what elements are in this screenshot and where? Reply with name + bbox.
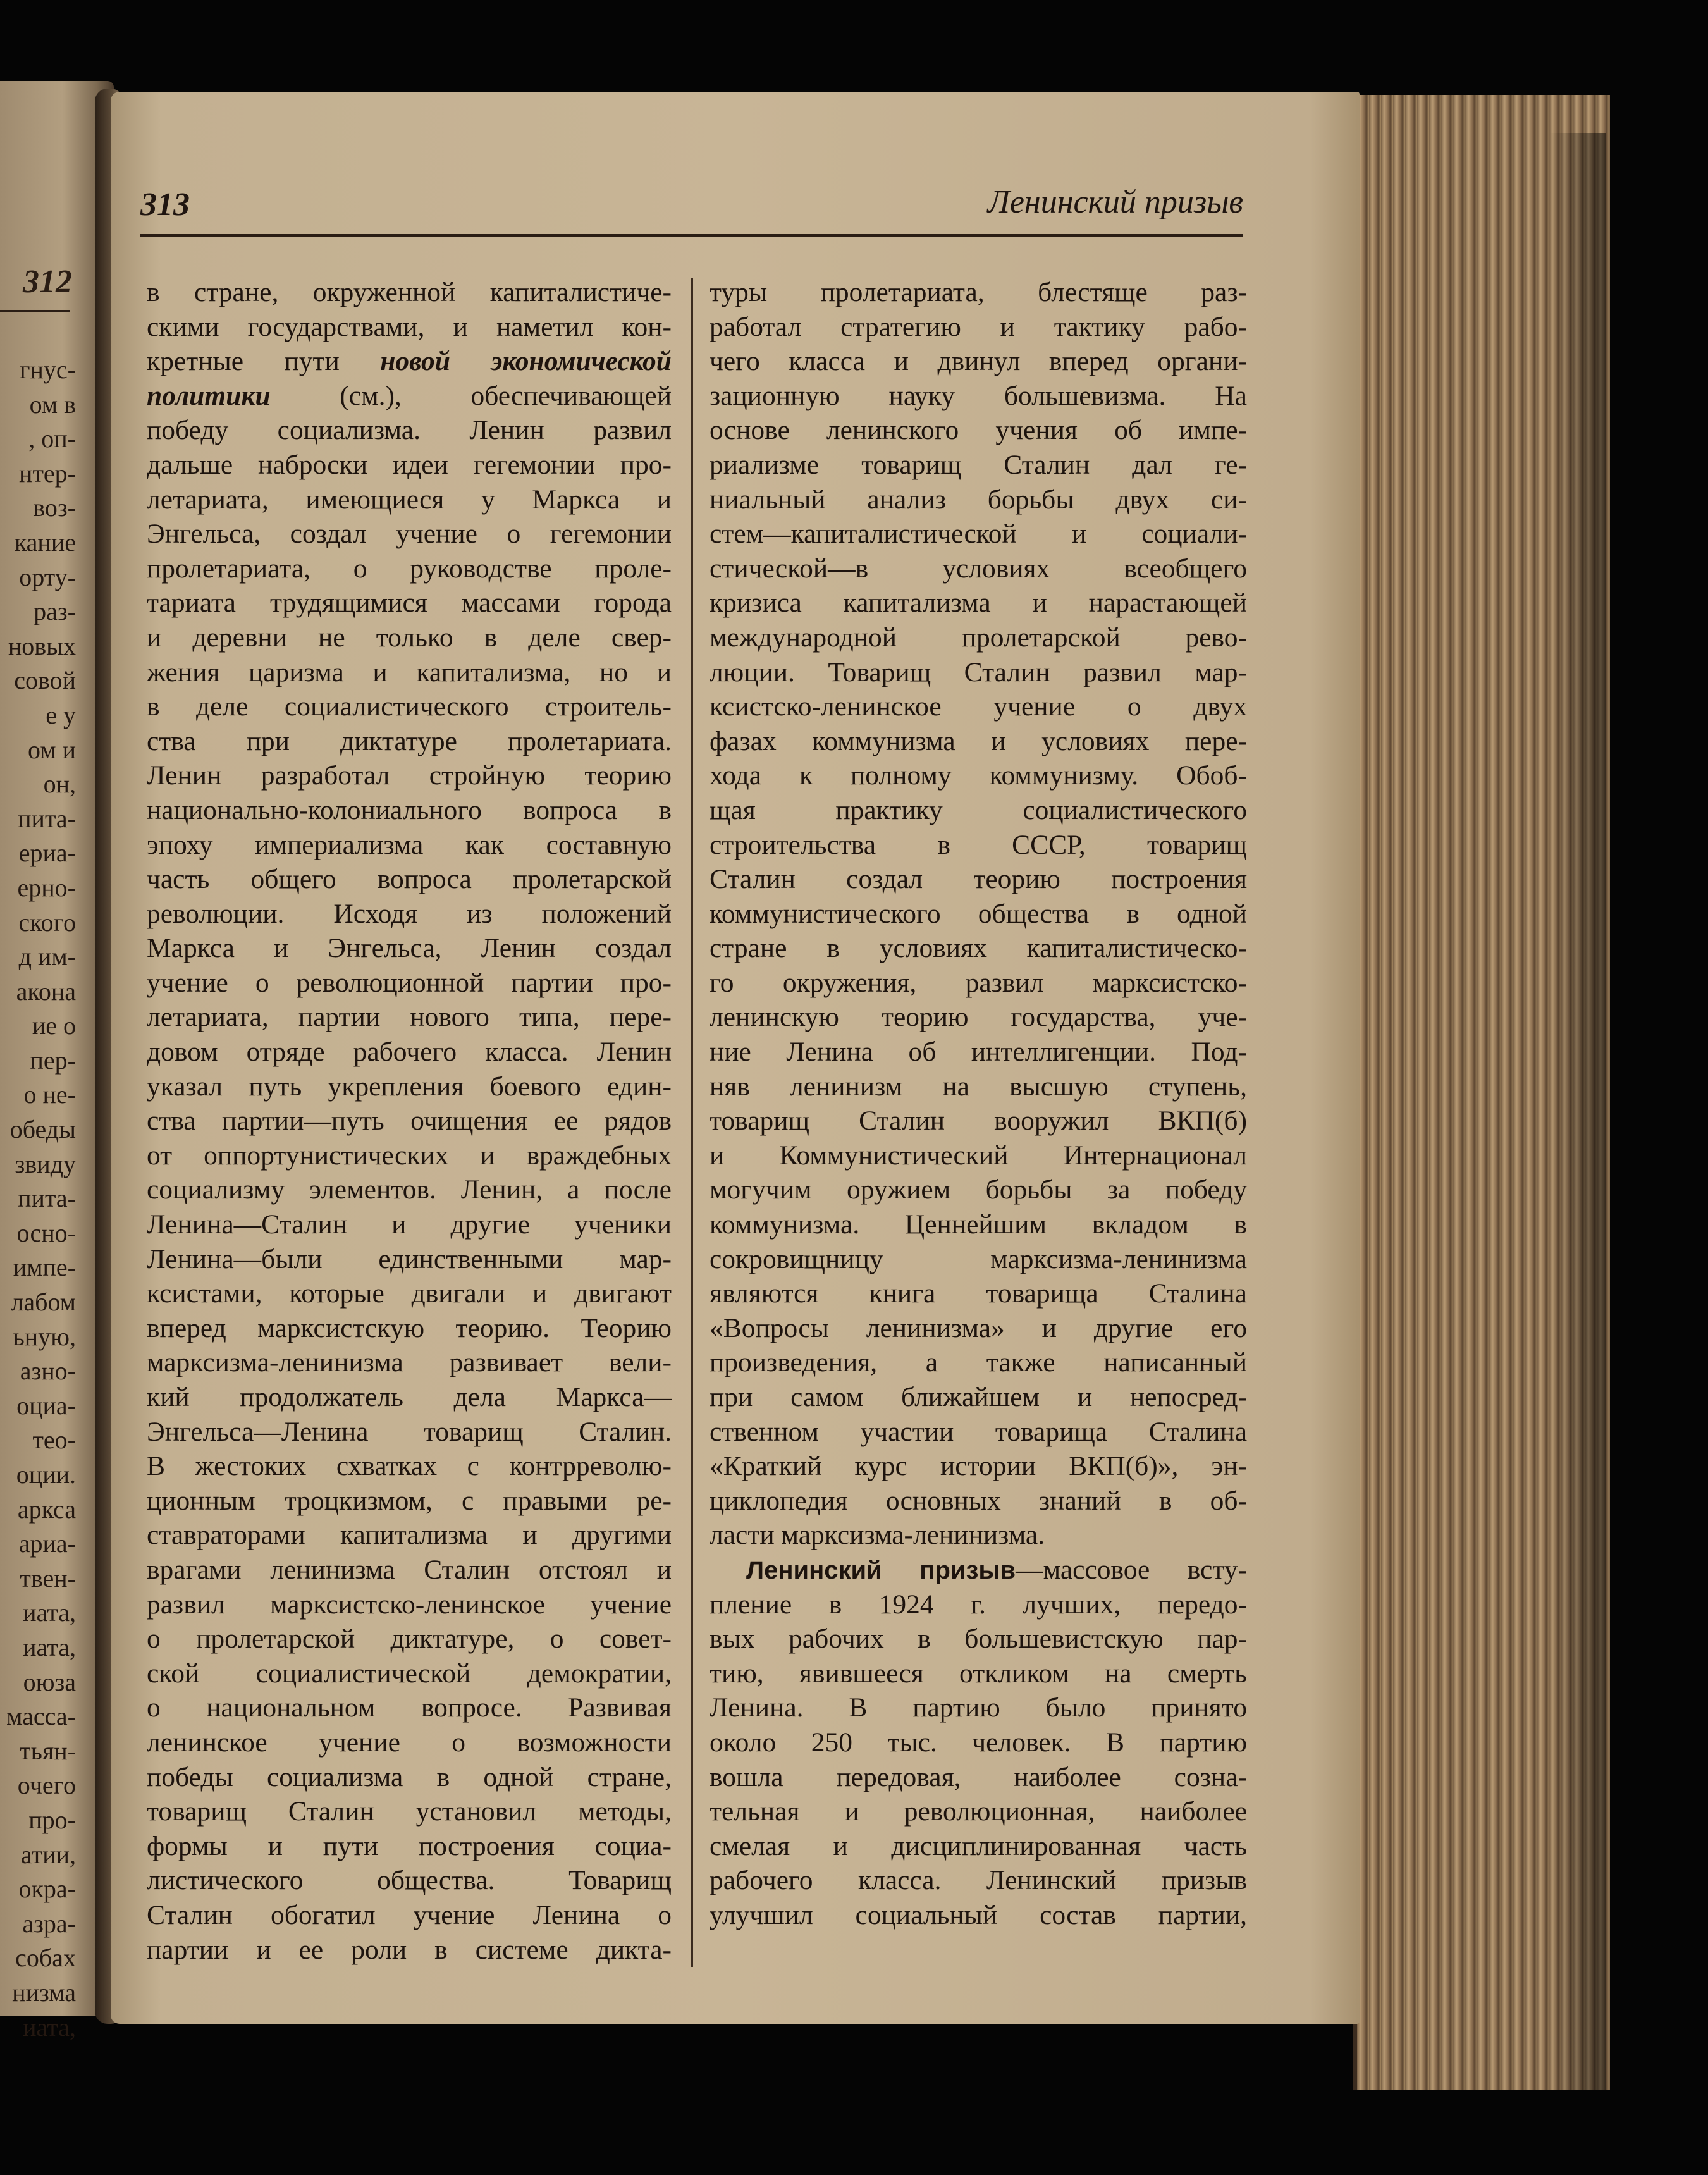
text-line: Энгельса, создал учение о гегемонии bbox=[147, 519, 672, 550]
left-page-fragment: оции. bbox=[16, 1460, 76, 1489]
text-line: ства при диктатуре пролетариата. bbox=[147, 725, 672, 756]
entry-text-line: смелая и дисциплинированная часть bbox=[710, 1830, 1247, 1861]
text-line: довом отряде рабочего класса. Ленин bbox=[147, 1037, 672, 1068]
entry-first-line bbox=[710, 1553, 1247, 1587]
left-page-fragment: ериа- bbox=[18, 839, 76, 868]
text-line: риализме товарищ Сталин дал ге- bbox=[710, 449, 1247, 480]
entry-headword: Ленинский призыв bbox=[746, 1556, 1016, 1584]
text-line: Ленин разработал стройную теорию bbox=[147, 760, 672, 791]
left-page-fragment: очего bbox=[17, 1771, 76, 1800]
text-line: листического общества. Товарищ bbox=[147, 1865, 672, 1896]
left-page-number: 312 bbox=[23, 264, 72, 300]
text-line: кризиса капитализма и нарастающей bbox=[710, 588, 1247, 619]
text-column-right bbox=[710, 275, 1247, 1933]
text-line: о национальном вопросе. Развивая bbox=[147, 1692, 672, 1723]
left-page-fragment: азно- bbox=[20, 1357, 76, 1386]
left-page-fragment: , оп- bbox=[28, 424, 76, 453]
left-page-fragment: оюза bbox=[23, 1667, 76, 1696]
text-line: дальше наброски идеи гегемонии про- bbox=[147, 449, 672, 480]
text-line: стем—капиталистической и социали- bbox=[710, 519, 1247, 550]
left-page-fragment: гнус- bbox=[20, 355, 76, 384]
text-line: коммунизма. Ценнейшим вкладом в bbox=[710, 1209, 1247, 1240]
text-line: развил марксистско-ленинское учение bbox=[147, 1589, 672, 1620]
left-page-fragment: азра- bbox=[22, 1909, 76, 1938]
text-line: товарищ Сталин установил методы, bbox=[147, 1796, 672, 1827]
text-line: формы и пути построения социа- bbox=[147, 1830, 672, 1861]
header-title: Ленинский призыв bbox=[987, 184, 1243, 220]
text-line: циклопедия основных знаний в об- bbox=[710, 1485, 1247, 1516]
text-line: ственном участии товарища Сталина bbox=[710, 1416, 1247, 1447]
text-line: «Вопросы ленинизма» и другие его bbox=[710, 1312, 1247, 1343]
left-page-fragment: низма bbox=[12, 1978, 76, 2007]
left-page-fragment: раз- bbox=[34, 597, 76, 626]
text-line: ксистами, которые двигали и двигают bbox=[147, 1278, 672, 1309]
text-line bbox=[147, 344, 672, 379]
text-line: о пролетарской диктатуре, о совет- bbox=[147, 1624, 672, 1654]
text-line: вперед марксистскую теорию. Теорию bbox=[147, 1312, 672, 1343]
text-run: политики bbox=[147, 380, 271, 411]
text-line: от оппортунистических и враждебных bbox=[147, 1140, 672, 1171]
entry-text-line: Ленина. В партию было принято bbox=[710, 1692, 1247, 1723]
text-line: люции. Товарищ Сталин развил мар- bbox=[710, 656, 1247, 687]
left-page-fragment: собах bbox=[15, 1944, 76, 1973]
left-page-fragment: лабом bbox=[11, 1288, 76, 1317]
left-page-fragment: новых bbox=[8, 631, 76, 660]
left-page-fragment: тьян- bbox=[20, 1736, 76, 1765]
left-page-fragment: ие о bbox=[32, 1011, 76, 1040]
text-line: международной пролетарской рево- bbox=[710, 622, 1247, 653]
entry-text-line: вошла передовая, наиболее созна- bbox=[710, 1761, 1247, 1792]
text-line: ласти марксизма-ленинизма. bbox=[710, 1520, 1045, 1551]
left-page-fragment: нтер- bbox=[19, 459, 76, 488]
text-line: тариата трудящимися массами города bbox=[147, 588, 672, 619]
left-page-fragment: ом в bbox=[29, 390, 76, 419]
text-line: летариата, партии нового типа, пере- bbox=[147, 1002, 672, 1033]
left-page-rule bbox=[0, 310, 70, 312]
text-line: работал стратегию и тактику рабо- bbox=[710, 311, 1247, 342]
text-line: часть общего вопроса пролетарской bbox=[147, 864, 672, 895]
text-line: в деле социалистического строитель- bbox=[147, 691, 672, 722]
text-line: при самом ближайшем и непосред- bbox=[710, 1382, 1247, 1412]
text-line: марксизма-ленинизма развивает вели- bbox=[147, 1347, 672, 1378]
text-line: стической—в условиях всеобщего bbox=[710, 553, 1247, 584]
left-page-fragment: кание bbox=[14, 527, 76, 557]
text-line: го окружения, развил марксистско- bbox=[710, 967, 1247, 998]
text-line: эпоху империализма как составную bbox=[147, 829, 672, 860]
text-line: кий продолжатель дела Маркса— bbox=[147, 1382, 672, 1412]
left-page-fragment: воз- bbox=[33, 493, 76, 522]
text-line: партии и ее роли в системе дикта- bbox=[147, 1934, 672, 1965]
text-line: скими государствами, и наметил кон- bbox=[147, 311, 672, 342]
text-line: товарищ Сталин вооружил ВКП(б) bbox=[710, 1106, 1247, 1137]
entry-text-line: пление в 1924 г. лучших, передо- bbox=[710, 1589, 1247, 1620]
text-line: ние Ленина об интеллигенции. Под- bbox=[710, 1037, 1247, 1068]
text-line: и деревни не только в деле свер- bbox=[147, 622, 672, 653]
left-page-fragment: акона bbox=[16, 977, 76, 1006]
text-line: ской социалистической демократии, bbox=[147, 1658, 672, 1689]
text-line: щая практику социалистического bbox=[710, 794, 1247, 825]
text-run: (см.), обеспечивающей bbox=[270, 380, 672, 411]
text-line: указал путь укрепления боевого един- bbox=[147, 1071, 672, 1102]
text-line: ционным троцкизмом, с правыми ре- bbox=[147, 1485, 672, 1516]
left-page-fragment: оциа- bbox=[16, 1391, 76, 1420]
text-line: национально-колониального вопроса в bbox=[147, 794, 672, 825]
text-line: произведения, а также написанный bbox=[710, 1347, 1247, 1378]
left-page-fragment: орту- bbox=[19, 562, 76, 591]
text-line: хода к полному коммунизму. Обоб- bbox=[710, 760, 1247, 791]
left-page-fragment: пита- bbox=[18, 804, 76, 833]
text-line: Сталин создал теорию построения bbox=[710, 864, 1247, 895]
left-page-fragment: иата, bbox=[23, 1598, 76, 1627]
text-line: «Краткий курс истории ВКП(б)», эн- bbox=[710, 1451, 1247, 1482]
left-page-fragment: атии, bbox=[20, 1840, 76, 1869]
text-run: кретные пути bbox=[147, 346, 381, 377]
text-line: революции. Исходя из положений bbox=[147, 898, 672, 929]
left-page-fragment: пита- bbox=[18, 1184, 76, 1213]
left-page-fragment: аркса bbox=[17, 1494, 76, 1524]
text-line: ленинское учение о возможности bbox=[147, 1727, 672, 1758]
entry-text-line: улучшил социальный состав партии, bbox=[710, 1899, 1247, 1930]
text-line: пролетариата, о руководстве проле- bbox=[147, 553, 672, 584]
text-line: ниальный анализ борьбы двух си- bbox=[710, 484, 1247, 515]
text-line: могучим оружием борьбы за победу bbox=[710, 1174, 1247, 1205]
text-line: основе ленинского учения об импе- bbox=[710, 415, 1247, 446]
text-line: ства партии—путь очищения ее рядов bbox=[147, 1106, 672, 1137]
left-page-fragment: тео- bbox=[32, 1426, 76, 1455]
left-page-fragment: ского bbox=[18, 908, 76, 937]
text-line: являются книга товарища Сталина bbox=[710, 1278, 1247, 1309]
page-number: 313 bbox=[140, 187, 190, 223]
text-line: туры пролетариата, блестяще раз- bbox=[710, 277, 1247, 307]
left-page-text-fragments bbox=[6, 353, 76, 2045]
entry-text-line: около 250 тыс. человек. В партию bbox=[710, 1727, 1247, 1758]
text-line: ленинскую теорию государства, уче- bbox=[710, 1002, 1247, 1033]
text-line: зационную науку большевизма. На bbox=[710, 380, 1247, 411]
left-page-fragment: окра- bbox=[18, 1875, 76, 1904]
text-line: В жестоких схватках с контрреволю- bbox=[147, 1451, 672, 1482]
left-page-fragment: ьную, bbox=[13, 1322, 76, 1351]
entry-text-line: рабочего класса. Ленинский призыв bbox=[710, 1865, 1247, 1896]
left-page-fragment: д им- bbox=[18, 942, 76, 971]
left-page-fragment: ом и bbox=[28, 735, 76, 764]
text-line: победу социализма. Ленин развил bbox=[147, 415, 672, 446]
running-head bbox=[140, 183, 1243, 234]
column-divider bbox=[691, 278, 693, 1967]
text-line: ксистско-ленинское учение о двух bbox=[710, 691, 1247, 722]
text-line: коммунистического общества в одной bbox=[710, 898, 1247, 929]
left-page-fragment: ариа- bbox=[18, 1529, 76, 1558]
text-line: учение о революционной партии про- bbox=[147, 967, 672, 998]
left-page-fragment: он, bbox=[43, 770, 76, 799]
left-page-fragment: ерно- bbox=[17, 873, 76, 902]
entry-text-line: тельная и революционная, наиболее bbox=[710, 1796, 1247, 1827]
text-line: няв ленинизм на высшую ступень, bbox=[710, 1071, 1247, 1102]
left-page-fragment: обеды bbox=[9, 1115, 76, 1144]
text-line: жения царизма и капитализма, но и bbox=[147, 656, 672, 687]
left-page-fragment: совой bbox=[14, 666, 76, 695]
left-page-fragment: импе- bbox=[13, 1253, 76, 1282]
left-page-fragment: масса- bbox=[6, 1702, 76, 1731]
text-line: Ленина—Сталин и другие ученики bbox=[147, 1209, 672, 1240]
text-line: победы социализма в одной стране, bbox=[147, 1761, 672, 1792]
left-page-fragment: осно- bbox=[16, 1218, 76, 1247]
text-column-left bbox=[147, 275, 672, 1967]
text-line: Сталин обогатил учение Ленина о bbox=[147, 1899, 672, 1930]
left-page-fragment: о не- bbox=[23, 1080, 76, 1109]
left-page-fragment: твен- bbox=[20, 1563, 76, 1593]
text-line: стране в условиях капиталистическо- bbox=[710, 933, 1247, 964]
text-line: и Коммунистический Интернационал bbox=[710, 1140, 1247, 1171]
text-line: социализму элементов. Ленин, а после bbox=[147, 1174, 672, 1205]
text-line: фазах коммунизма и условиях пере- bbox=[710, 725, 1247, 756]
text-line: строительства в СССР, товарищ bbox=[710, 829, 1247, 860]
entry-text-line: тию, явившееся откликом на смерть bbox=[710, 1658, 1247, 1689]
text-line: летариата, имеющиеся у Маркса и bbox=[147, 484, 672, 515]
left-page-fragment: иата, bbox=[23, 1632, 76, 1661]
text-run: новой экономической bbox=[380, 346, 672, 377]
text-line: в стране, окруженной капиталистиче- bbox=[147, 277, 672, 307]
text-line: Энгельса—Ленина товарищ Сталин. bbox=[147, 1416, 672, 1447]
left-page-fragment: про- bbox=[28, 1805, 76, 1834]
entry-text-line: вых рабочих в большевистскую пар- bbox=[710, 1624, 1247, 1654]
text-line bbox=[147, 379, 672, 414]
left-page-fragment: е у bbox=[46, 700, 76, 729]
text-line: врагами ленинизма Сталин отстоял и bbox=[147, 1554, 672, 1585]
text-line: Ленина—были единственными мар- bbox=[147, 1243, 672, 1274]
text-line: чего класса и двинул вперед органи- bbox=[710, 346, 1247, 377]
left-page-fragment: пер- bbox=[30, 1045, 76, 1075]
text-line: сокровищницу марксизма-ленинизма bbox=[710, 1243, 1247, 1274]
text-line: Маркса и Энгельса, Ленин создал bbox=[147, 933, 672, 964]
text-line: ставраторами капитализма и другими bbox=[147, 1520, 672, 1551]
header-rule bbox=[140, 234, 1243, 237]
text-run: —массовое всту- bbox=[1016, 1554, 1247, 1585]
left-page-fragment: иата, bbox=[23, 2012, 76, 2042]
left-page-fragment: звиду bbox=[15, 1149, 76, 1178]
page-block-shadow bbox=[1549, 133, 1606, 2090]
